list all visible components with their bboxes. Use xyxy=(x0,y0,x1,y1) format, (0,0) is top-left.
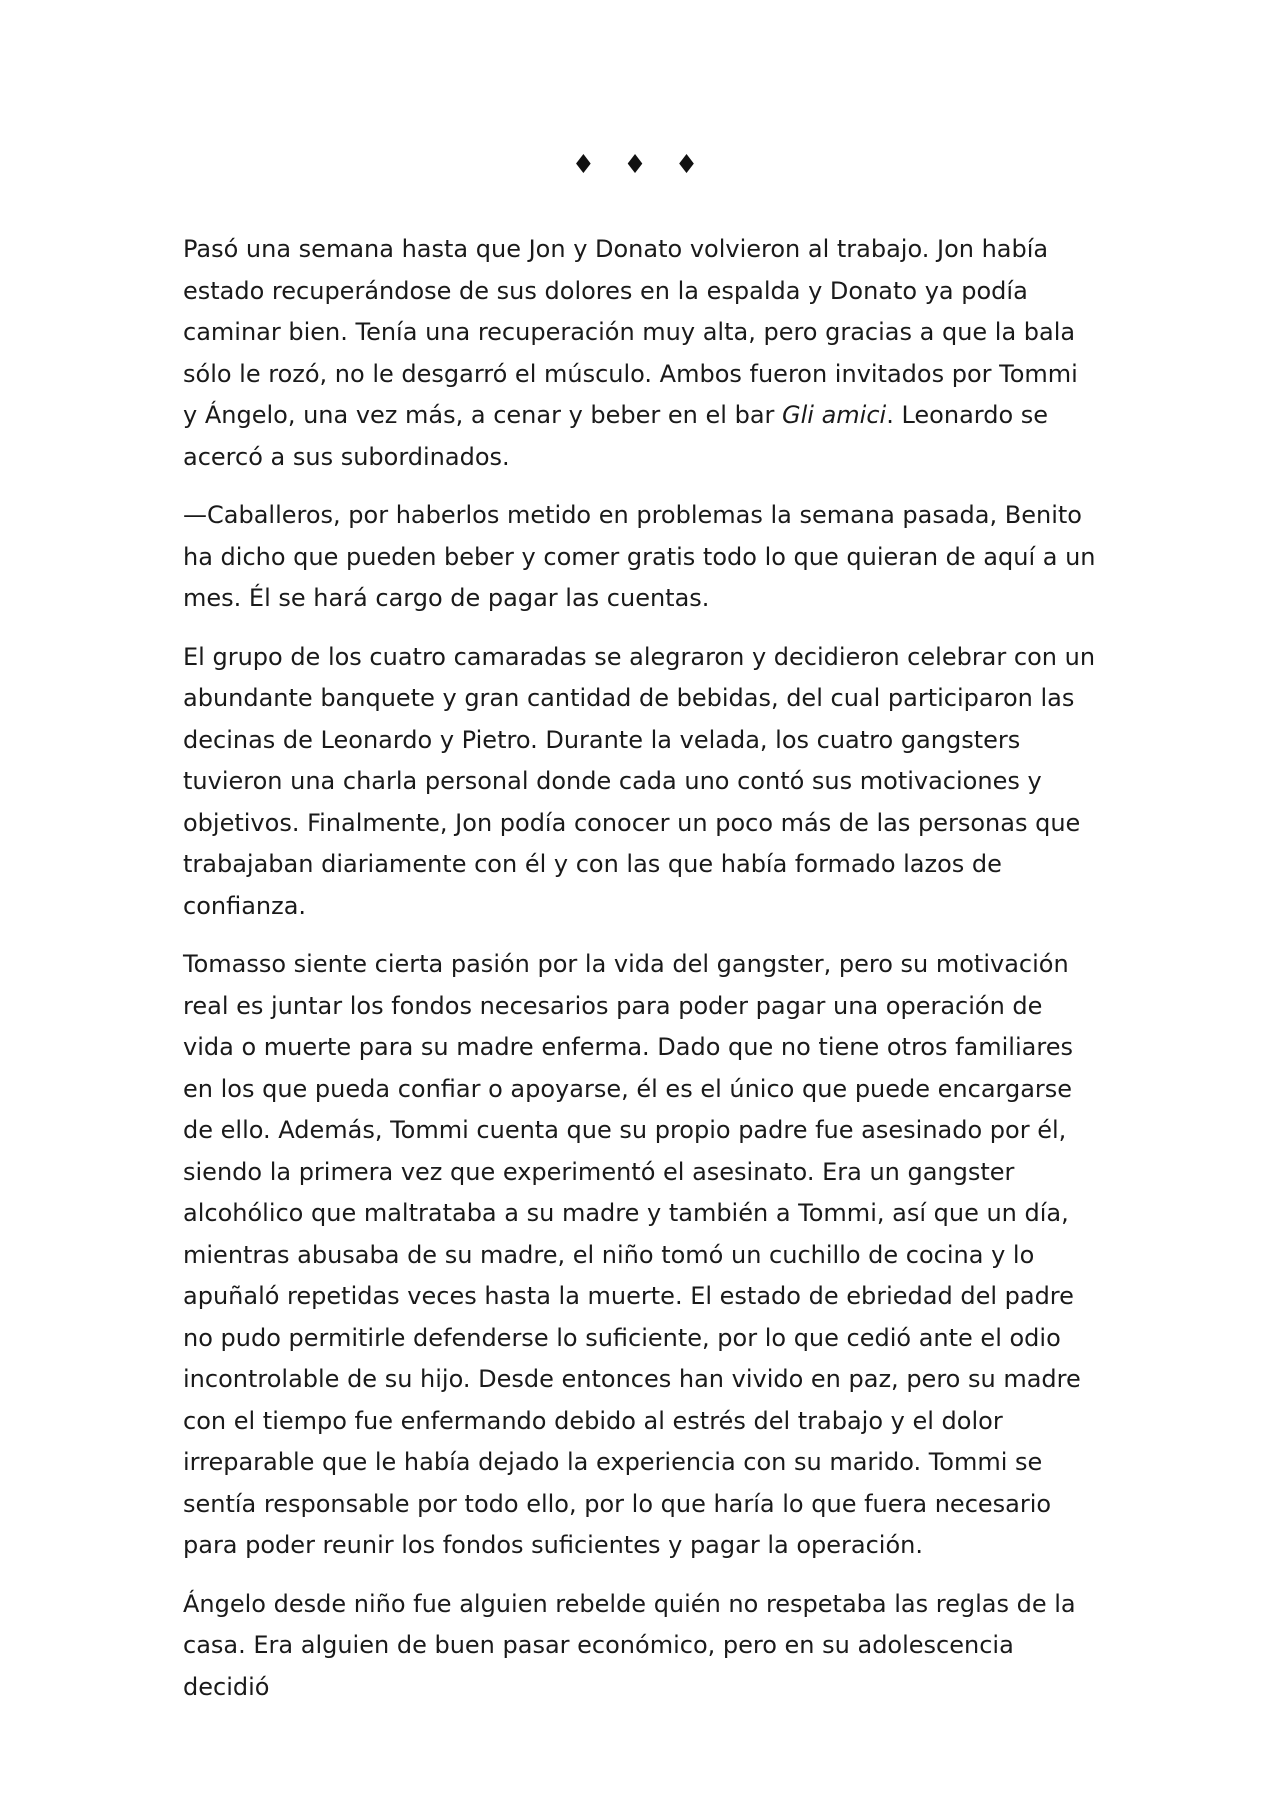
paragraph-1-text-end: . Leonardo se acercó a sus subordinados. xyxy=(183,401,1049,471)
bar-name-italic: Gli amici xyxy=(782,401,887,429)
document-body xyxy=(183,229,1098,1725)
paragraph-5: Ángelo desde niño fue alguien rebelde quién no respetaba las reglas de la casa. Era alguien de buen pasar económico, pero en su adolescencia decidió xyxy=(183,1589,1076,1701)
paragraph-4: Tomasso siente cierta pasión por la vida del gangster, pero su motivación real es juntar los fondos necesarios para poder pagar una operación de vida o muerte para su madre enferma. Dado que no tiene otros familiares en los que pueda confiar o apoyarse, él es el único que puede encargarse de ello. Además, Tommi cuenta que su propio padre fue asesinado por él, siendo la primera vez que experimentó el asesinato. Era un gangster alcohólico que maltrataba a su madre y también a Tommi, así que un día, mientras abusaba de su madre, el niño tomó un cuchillo de cocina y lo apuñaló repetidas veces hasta la muerte. El estado de ebriedad del padre no pudo permitirle defenderse lo suficiente, por lo que cedió ante el odio incontrolable de su hijo. Desde entonces han vivido en paz, pero su madre con el tiempo fue enfermando debido al estrés del trabajo y el dolor irreparable que le había dejado la experiencia con su marido. Tommi se sentía responsable por todo ello, por lo que haría lo que fuera necesario para poder reunir los fondos suficientes y pagar la operación. xyxy=(183,950,1081,1559)
paragraph-1 xyxy=(183,229,1098,478)
paragraph-2: —Caballeros, por haberlos metido en problemas la semana pasada, Benito ha dicho que pueden beber y comer gratis todo lo que quieran de aquí a un mes. Él se hará cargo de pagar las cuentas. xyxy=(183,501,1096,612)
section-separator: ♦ ♦ ♦ xyxy=(571,150,709,180)
paragraph-1-text: Pasó una semana hasta que Jon y Donato volvieron al trabajo. Jon había estado recuperándose de sus dolores en la espalda y Donato ya podía caminar bien. Tenía una recuperación muy alta, pero gracias a que la bala sólo le rozó, no le desgarró el músculo. Ambos fueron invitados por Tommi y Ángelo, una vez más, a cenar y beber en el bar xyxy=(183,235,1078,429)
paragraph-3: El grupo de los cuatro camaradas se alegraron y decidieron celebrar con un abundante banquete y gran cantidad de bebidas, del cual participaron las decinas de Leonardo y Pietro. Durante la velada, los cuatro gangsters tuvieron una charla personal donde cada uno contó sus motivaciones y objetivos. Finalmente, Jon podía conocer un poco más de las personas que trabajaban diariamente con él y con las que había formado lazos de confianza. xyxy=(183,642,1096,920)
